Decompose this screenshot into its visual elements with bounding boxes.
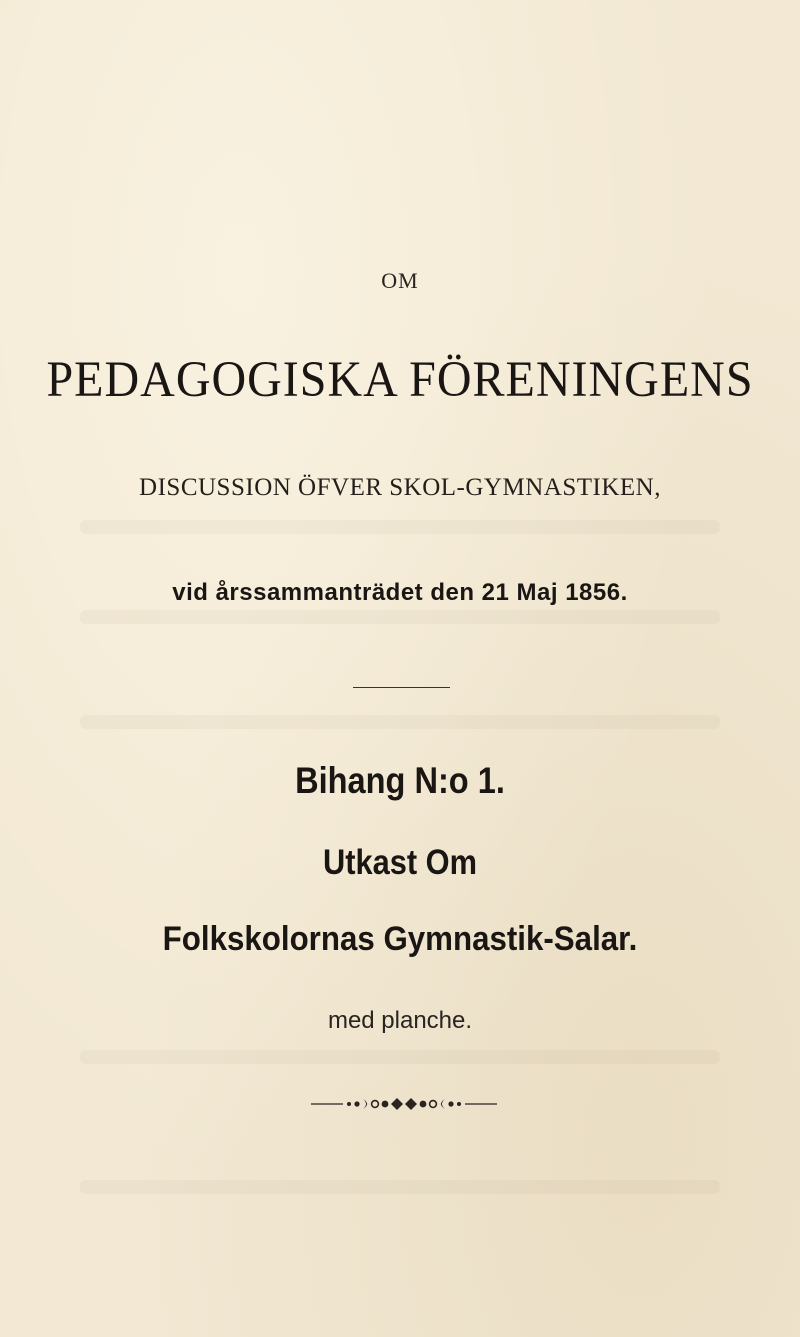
- draft-title: Utkast Om: [322, 843, 478, 882]
- bleed-through-mark: [80, 520, 720, 534]
- ornamental-divider-icon: [311, 1096, 497, 1112]
- subtitle: DISCUSSION ÖFVER SKOL-GYMNASTIKEN,: [139, 474, 661, 501]
- appendix-label: Bihang N:o 1.: [295, 760, 505, 801]
- page-title: PEDAGOGISKA FÖRENINGENS: [46, 351, 754, 408]
- bleed-through-mark: [80, 1050, 720, 1064]
- divider-rule: [353, 687, 450, 688]
- main-heading: Folkskolornas Gymnastik-Salar.: [162, 920, 638, 958]
- bleed-through-mark: [80, 715, 720, 729]
- bleed-through-mark: [80, 610, 720, 624]
- plate-note: med planche.: [327, 1007, 473, 1034]
- date-line: vid årssammanträdet den 21 Maj 1856.: [172, 579, 628, 606]
- heading-prefix: OM: [381, 268, 419, 293]
- bleed-through-mark: [80, 1180, 720, 1194]
